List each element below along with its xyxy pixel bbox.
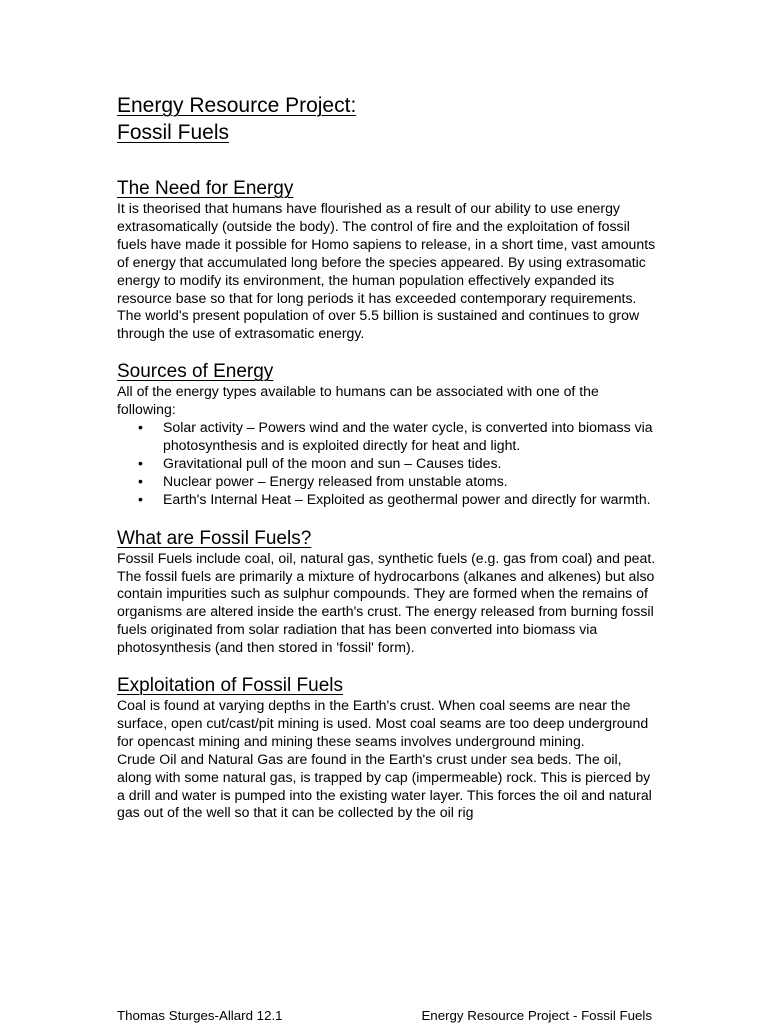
list-item: • Solar activity – Powers wind and the water cycle, is converted into biomass via photosynthesis and is exploited directly for heat and light. bbox=[163, 419, 657, 455]
section-paragraph: All of the energy types available to humans can be associated with one of the following: bbox=[117, 383, 599, 418]
bullet-list bbox=[117, 419, 657, 509]
section-heading: Sources of Energy bbox=[117, 361, 274, 383]
title-line-2: Fossil Fuels bbox=[117, 121, 230, 144]
section-need-for-energy bbox=[117, 177, 657, 343]
list-item: • Earth's Internal Heat – Exploited as geothermal power and directly for warmth. bbox=[163, 491, 657, 509]
section-what-are-fossil-fuels bbox=[117, 527, 657, 657]
section-heading: The Need for Energy bbox=[117, 178, 294, 199]
section-paragraph: Crude Oil and Natural Gas are found in the Earth's crust under sea beds. The oil, along with some natural gas, is trapped by cap (impermeable) rock. This is pierced by a drill and water is pumped into the existing water layer. This forces the oil and natural gas out of the well so that it can be collected by the oil rig bbox=[117, 750, 652, 821]
section-heading: What are Fossil Fuels? bbox=[117, 527, 312, 549]
document-title bbox=[117, 92, 657, 146]
section-paragraph: Fossil Fuels include coal, oil, natural gas, synthetic fuels (e.g. gas from coal) and peat. The fossil fuels are primarily a mixture of hydrocarbons (alkanes and alkenes) but also contain impurities such as sulphur compounds. They are formed when the remains of organisms are altered inside the earth's crust. The energy released from burning fossil fuels originated from solar radiation that has been converted into biomass via photosynthesis (and then stored in 'fossil' form). bbox=[117, 549, 656, 656]
list-item: • Nuclear power – Energy released from unstable atoms. bbox=[163, 473, 657, 491]
section-heading: Exploitation of Fossil Fuels bbox=[117, 675, 343, 697]
footer-author: Thomas Sturges-Allard 12.1 bbox=[117, 1008, 283, 1023]
section-paragraph: Coal is found at varying depths in the Earth's crust. When coal seems are near the surface, open cut/cast/pit mining is used. Most coal seams are too deep underground for opencast mining and mining these seams involves underground mining. bbox=[117, 697, 649, 749]
footer-document-title: Energy Resource Project - Fossil Fuels bbox=[421, 1008, 652, 1023]
list-item: • Gravitational pull of the moon and sun – Causes tides. bbox=[163, 455, 657, 473]
section-paragraph: It is theorised that humans have flourished as a result of our ability to use energy extrasomatically (outside the body). The control of fire and the exploitation of fossil fuels have made it possible for Homo sapiens to release, in a short time, vast amounts of energy that accumulated long before the species appeared. By using extrasomatic energy to modify its environment, the human population effectively expanded its resource base so that for long periods it has exceeded contemporary requirements. The world's present population of over 5.5 billion is sustained and continues to grow through the use of extrasomatic energy. bbox=[117, 200, 656, 342]
document-page bbox=[117, 92, 657, 822]
section-exploitation-of-fossil-fuels bbox=[117, 674, 657, 822]
section-sources-of-energy bbox=[117, 360, 657, 508]
title-line-1: Energy Resource Project: bbox=[117, 94, 357, 117]
